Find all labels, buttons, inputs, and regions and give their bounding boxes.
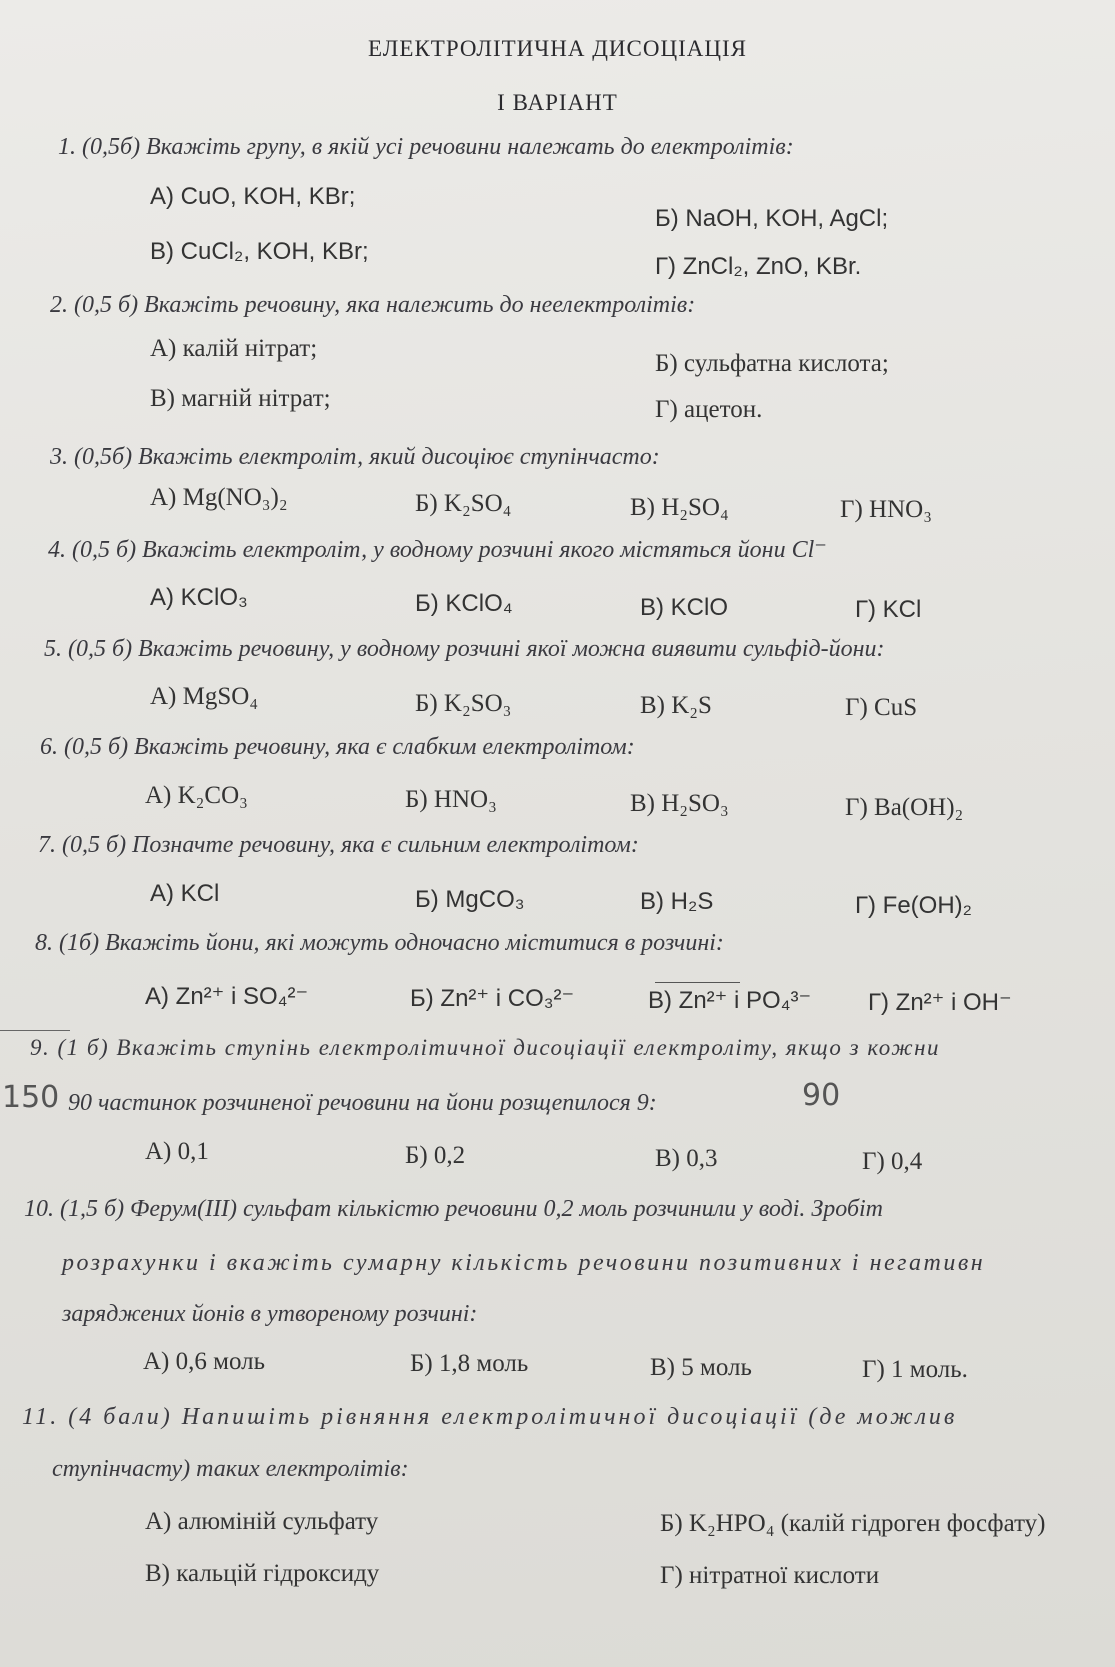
option-b: Б) Zn²⁺ і CO₃²⁻ <box>410 985 575 1012</box>
option-a: А) MgSO₄ <box>150 683 259 710</box>
question-10 <box>24 1196 883 1223</box>
question-text: (0,5 б) Вкажіть електроліт, у водному розчині якого містяться йони Cl⁻ <box>72 537 827 563</box>
question-number: 4. <box>48 537 66 563</box>
option-v: В) 0,3 <box>655 1145 718 1172</box>
option-g: Г) ZnCl₂, ZnO, KBr. <box>655 253 862 280</box>
option-a: А) 0,6 моль <box>143 1348 265 1375</box>
option-a: А) KCl <box>150 880 220 907</box>
question-10-line2: розрахунки і вкажіть сумарну кількість речовини позитивних і негативн <box>62 1250 986 1276</box>
option-a: А) K₂CO₃ <box>145 782 248 809</box>
option-a: А) 0,1 <box>145 1138 209 1165</box>
question-8 <box>35 930 724 957</box>
question-text: (0,5 б) Вкажіть речовину, яка є слабким електролітом: <box>64 734 635 760</box>
question-number: 7. <box>38 832 56 858</box>
handwritten-answer: 90 <box>802 1078 841 1113</box>
question-number: 10. <box>24 1196 54 1222</box>
question-1 <box>58 134 794 161</box>
question-number: 11. <box>22 1404 60 1430</box>
option-b: Б) NaOH, KOH, AgCl; <box>655 205 889 232</box>
question-text: (1 б) Вкажіть ступінь електролітичної дисоціації електроліту, якщо з кожни <box>57 1035 941 1060</box>
option-g: Г) HNO₃ <box>840 496 932 523</box>
option-v: В) H₂S <box>640 888 714 915</box>
option-b: Б) K₂HPO₄ (калій гідроген фосфату) <box>660 1510 1046 1537</box>
option-a: А) алюміній сульфату <box>145 1508 379 1535</box>
option-b: Б) 1,8 моль <box>410 1350 529 1377</box>
option-v: В) 5 моль <box>650 1354 752 1381</box>
option-v: В) H₂SO₃ <box>630 790 729 817</box>
option-g: Г) Fe(OH)₂ <box>855 892 972 919</box>
handwritten-note: 150 <box>2 1080 60 1115</box>
question-text: (1,5 б) Ферум(ІІІ) сульфат кількістю речовини 0,2 моль розчинили у воді. Зробіт <box>60 1196 884 1222</box>
option-v: В) Zn²⁺ і PO₄³⁻ <box>648 987 812 1014</box>
question-number: 2. <box>50 292 68 318</box>
option-a: А) Zn²⁺ і SO₄²⁻ <box>145 983 309 1010</box>
question-6 <box>40 734 635 761</box>
question-10-line3: заряджених йонів в утвореному розчині: <box>62 1301 478 1327</box>
option-g: Г) 0,4 <box>862 1148 923 1175</box>
question-number: 6. <box>40 734 58 760</box>
question-number: 5. <box>44 636 62 662</box>
question-number: 9. <box>30 1035 51 1060</box>
option-v: В) H₂SO₄ <box>630 494 729 521</box>
option-v: В) KClO <box>640 594 729 621</box>
question-4 <box>48 535 827 564</box>
option-g: Г) Zn²⁺ і OH⁻ <box>868 989 1012 1016</box>
option-v: В) кальцій гідроксиду <box>145 1560 380 1587</box>
question-11 <box>22 1404 957 1431</box>
option-b: Б) KClO₄ <box>415 590 513 617</box>
option-g: Г) ацетон. <box>655 396 763 423</box>
option-b: Б) HNO₃ <box>405 786 497 813</box>
option-a: А) KClO₃ <box>150 584 248 611</box>
option-g: Г) CuS <box>845 694 918 721</box>
question-text: (0,5 б) Позначте речовину, яка є сильним електролітом: <box>62 832 639 858</box>
option-b: Б) сульфатна кислота; <box>655 350 889 377</box>
option-a: А) Mg(NO₃)₂ <box>150 484 288 511</box>
option-b: Б) K₂SO₄ <box>415 490 512 517</box>
question-5 <box>44 636 884 663</box>
question-9 <box>30 1035 940 1061</box>
strike-mark <box>655 982 740 983</box>
question-text: (0,5 б) Вкажіть речовину, яка належить до неелектролітів: <box>74 292 696 318</box>
question-text: (1б) Вкажіть йони, які можуть одночасно міститися в розчині: <box>59 930 724 956</box>
option-b: Б) MgCO₃ <box>415 886 525 913</box>
option-b: Б) K₂SO₃ <box>415 690 512 717</box>
question-number: 3. <box>50 444 68 470</box>
question-text: (0,5б) Вкажіть електроліт, який дисоціює ступінчасто: <box>74 444 660 470</box>
option-b: Б) 0,2 <box>405 1142 466 1169</box>
margin-line <box>0 1030 70 1031</box>
option-g: Г) 1 моль. <box>862 1356 968 1383</box>
option-g: Г) Ba(OH)₂ <box>845 794 964 821</box>
option-v: В) K₂S <box>640 692 712 719</box>
variant-label: І ВАРІАНТ <box>497 90 618 115</box>
option-a: А) калій нітрат; <box>150 335 318 362</box>
option-a: А) CuO, KOH, KBr; <box>150 183 356 210</box>
question-9-line2: 90 частинок розчиненої речовини на йони розщепилося 9: <box>68 1090 657 1116</box>
question-7 <box>38 832 639 859</box>
option-v: В) магній нітрат; <box>150 385 331 412</box>
question-3 <box>50 444 660 471</box>
question-text: (0,5б) Вкажіть групу, в якій усі речовини належать до електролітів: <box>82 134 794 160</box>
question-2 <box>50 292 695 319</box>
question-number: 1. <box>58 134 76 160</box>
question-11-line2: ступінчасту) таких електролітів: <box>52 1456 409 1482</box>
question-text: (0,5 б) Вкажіть речовину, у водному розчині якої можна виявити сульфід-йони: <box>68 636 885 662</box>
option-g: Г) KCl <box>855 596 922 623</box>
option-g: Г) нітратної кислоти <box>660 1562 880 1589</box>
option-v: В) CuCl₂, KOH, KBr; <box>150 238 369 265</box>
question-number: 8. <box>35 930 53 956</box>
question-text: (4 бали) Напишіть рівняння електролітичної дисоціації (де можлив <box>68 1404 958 1430</box>
document-title: ЕЛЕКТРОЛІТИЧНА ДИСОЦІАЦІЯ <box>368 36 747 61</box>
